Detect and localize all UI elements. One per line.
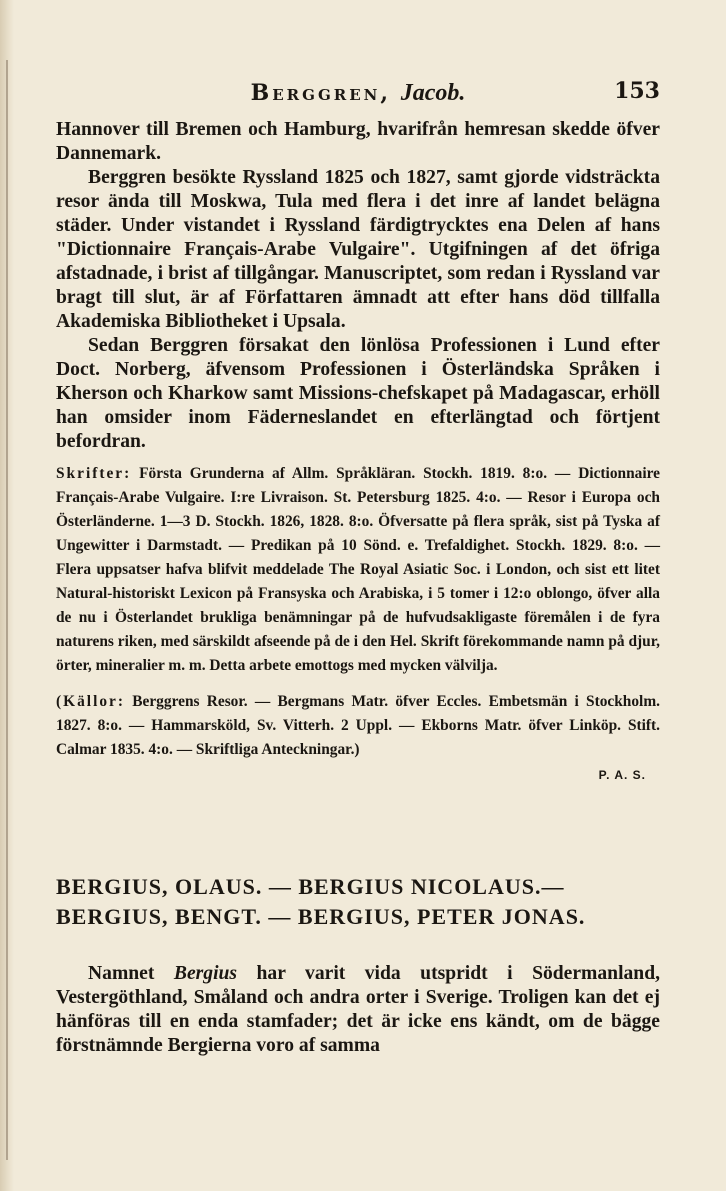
- running-head-surname: Berggren,: [250, 80, 392, 106]
- paragraph-russia: Berggren besökte Ryssland 1825 och 1827, samt gjorde vidsträckta resor ända till Moskwa, Tula med flera i det inre af landet belägna städer. Under vistandet i Ryssland färdigtrycktes ena Delen af hans "Dictionnaire Français-Arabe Vulgaire". Utgifningen af det öfriga afstadnade, i brist af tillgångar. Manuscriptet, som redan i Ryssland var bragt till slut, är af Författaren ämnadt att efter hans död tillfalla Akademiska Bibliotheket i Upsala.: [56, 167, 660, 332]
- page-edge-line: [6, 60, 8, 1160]
- page-number: 153: [614, 78, 660, 104]
- section-intro-paragraph: [56, 962, 660, 1058]
- running-head-title: [56, 80, 660, 107]
- works-list: [56, 462, 660, 678]
- intro-name: Bergius: [173, 963, 238, 984]
- intro-rest: har varit vida utspridt i Södermanland, Vestergöthland, Småland och andra orter i Sverige. Troligen kan det ej hänföras till en enda stamfader; det är icke ens kändt, om de bägge förstnämnde Bergierna voro af samma: [56, 963, 661, 1056]
- sources-text: Berggrens Resor. — Bergmans Matr. öfver Eccles. Embetsmän i Stockholm. 1827. 8:o. — Hammarsköld, Sv. Vitterh. 2 Uppl. — Ekborns Matr. öfver Linköp. Stift. Calmar 1835. 4:o. — Skriftliga Anteckningar.): [56, 693, 660, 758]
- sources-list: [56, 690, 660, 762]
- sources-label: (Källor:: [56, 693, 125, 710]
- author-signature: P. A. S.: [598, 768, 646, 782]
- article-body: [56, 118, 660, 782]
- paragraph-career: Sedan Berggren försakat den lönlösa Professionen i Lund efter Doct. Norberg, äfvensom Professionen i Österländska Språken i Kherson och Kharkow samt Missions-chefskapet på Madagascar, erhöll han omsider inom Fäderneslandet en efterlängtad och förtjent befordran.: [56, 335, 660, 452]
- paragraph-continuation: Hannover till Bremen och Hamburg, hvarifrån hemresan skedde öfver Dannemark.: [56, 119, 660, 164]
- section-body: [56, 962, 660, 1058]
- works-label: Skrifter:: [56, 465, 132, 482]
- running-head-given-name: Jacob.: [400, 80, 466, 106]
- spacer: [56, 678, 660, 690]
- works-text: Första Grunderna af Allm. Språkläran. Stockh. 1819. 8:o. — Dictionnaire Français-Arabe Vulgaire. I:re Livraison. St. Petersburg 1825. 4:o. — Resor i Europa och Österländerne. 1—3 D. Stockh. 1826, 1828. 8:o. Öfversatte på flera språk, sist på Tyska af Ungewitter i Darmstadt. — Predikan på 10 Sönd. e. Trefaldighet. Stockh. 1829. 8:o. — Flera uppsatser hafva blifvit meddelade The Royal Asiatic Soc. i London, och sist ett litet Natural-historiskt Lexicon på Fransyska och Arabiska, i 5 tomer i 12:o oblongo, öfver alla de nu i Österlandet brukliga benämningar på de hufvudsakligaste föremålen i de fyra naturens riken, med särskildt afseende på de i den Hel. Skrift förekommande namn på djur, örter, mineralier m. m. Detta arbete emottogs med mycken välvilja.: [56, 465, 660, 674]
- intro-start: Namnet: [88, 963, 155, 984]
- spacer: [56, 454, 660, 462]
- running-header: [56, 74, 660, 110]
- section-heading: BERGIUS, OLAUS. — BERGIUS NICOLAUS.— BERGIUS, BENGT. — BERGIUS, PETER JONAS.: [56, 874, 586, 929]
